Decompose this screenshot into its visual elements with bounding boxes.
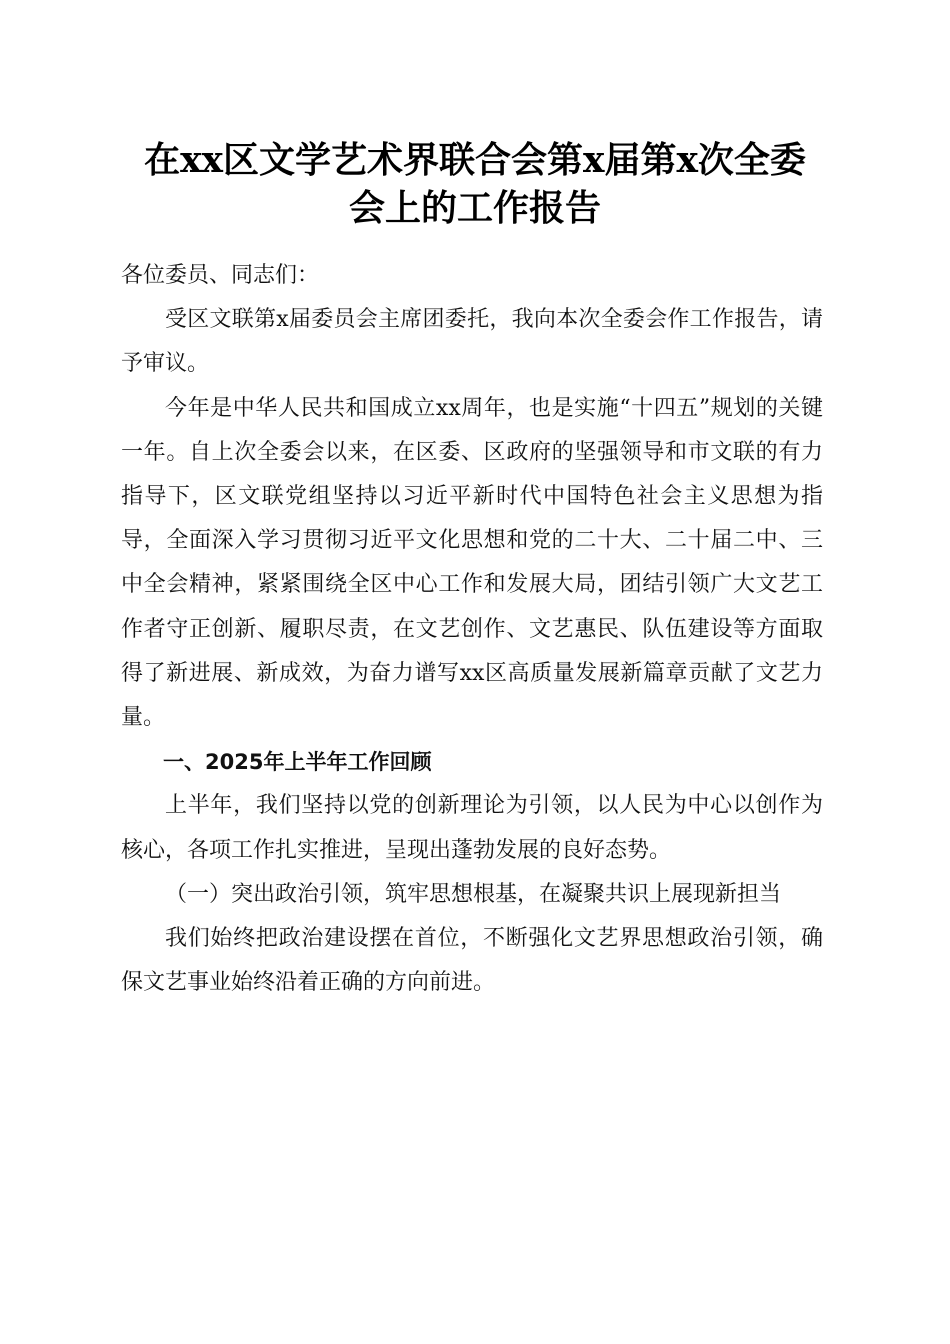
paragraph-entrustment: 受区文联第x届委员会主席团委托，我向本次全委会作工作报告，请予审议。 — [121, 307, 823, 377]
subsection-heading: （一）突出政治引领，筑牢思想根基，在凝聚共识上展现新担当 — [165, 881, 782, 907]
document-title — [110, 136, 840, 232]
salutation: 各位委员、同志们： — [121, 263, 320, 288]
section-heading: 一、2025年上半年工作回顾 — [163, 750, 432, 775]
title-line-2: 会上的工作报告 — [348, 187, 601, 229]
section-intro: 上半年，我们坚持以党的创新理论为引领，以人民为中心以创作为核心，各项工作扎实推进，呈现出蓬勃发展的良好态势。 — [121, 793, 823, 863]
paragraph-overview: 今年是中华人民共和国成立xx周年，也是实施“十四五”规划的关键一年。自上次全委会以来，在区委、区政府的坚强领导和市文联的有力指导下，区文联党组坚持以习近平新时代中国特色社会主义思想为指导，全面深入学习贯彻习近平文化思想和党的二十大、二十届二中、三中全会精神，紧紧围绕全区中心工作和发展大局，团结引领广大文艺工作者守正创新、履职尽责，在文艺创作、文艺惠民、队伍建设等方面取得了新进展、新成效，为奋力谱写xx区高质量发展新篇章贡献了文艺力量。 — [121, 395, 823, 731]
title-line-1: 在xx区文学艺术界联合会第x届第x次全委 — [144, 139, 806, 181]
document-body — [121, 254, 823, 1005]
subsection-text: 我们始终把政治建设摆在首位，不断强化文艺界思想政治引领，确保文艺事业始终沿着正确的方向前进。 — [121, 926, 823, 996]
